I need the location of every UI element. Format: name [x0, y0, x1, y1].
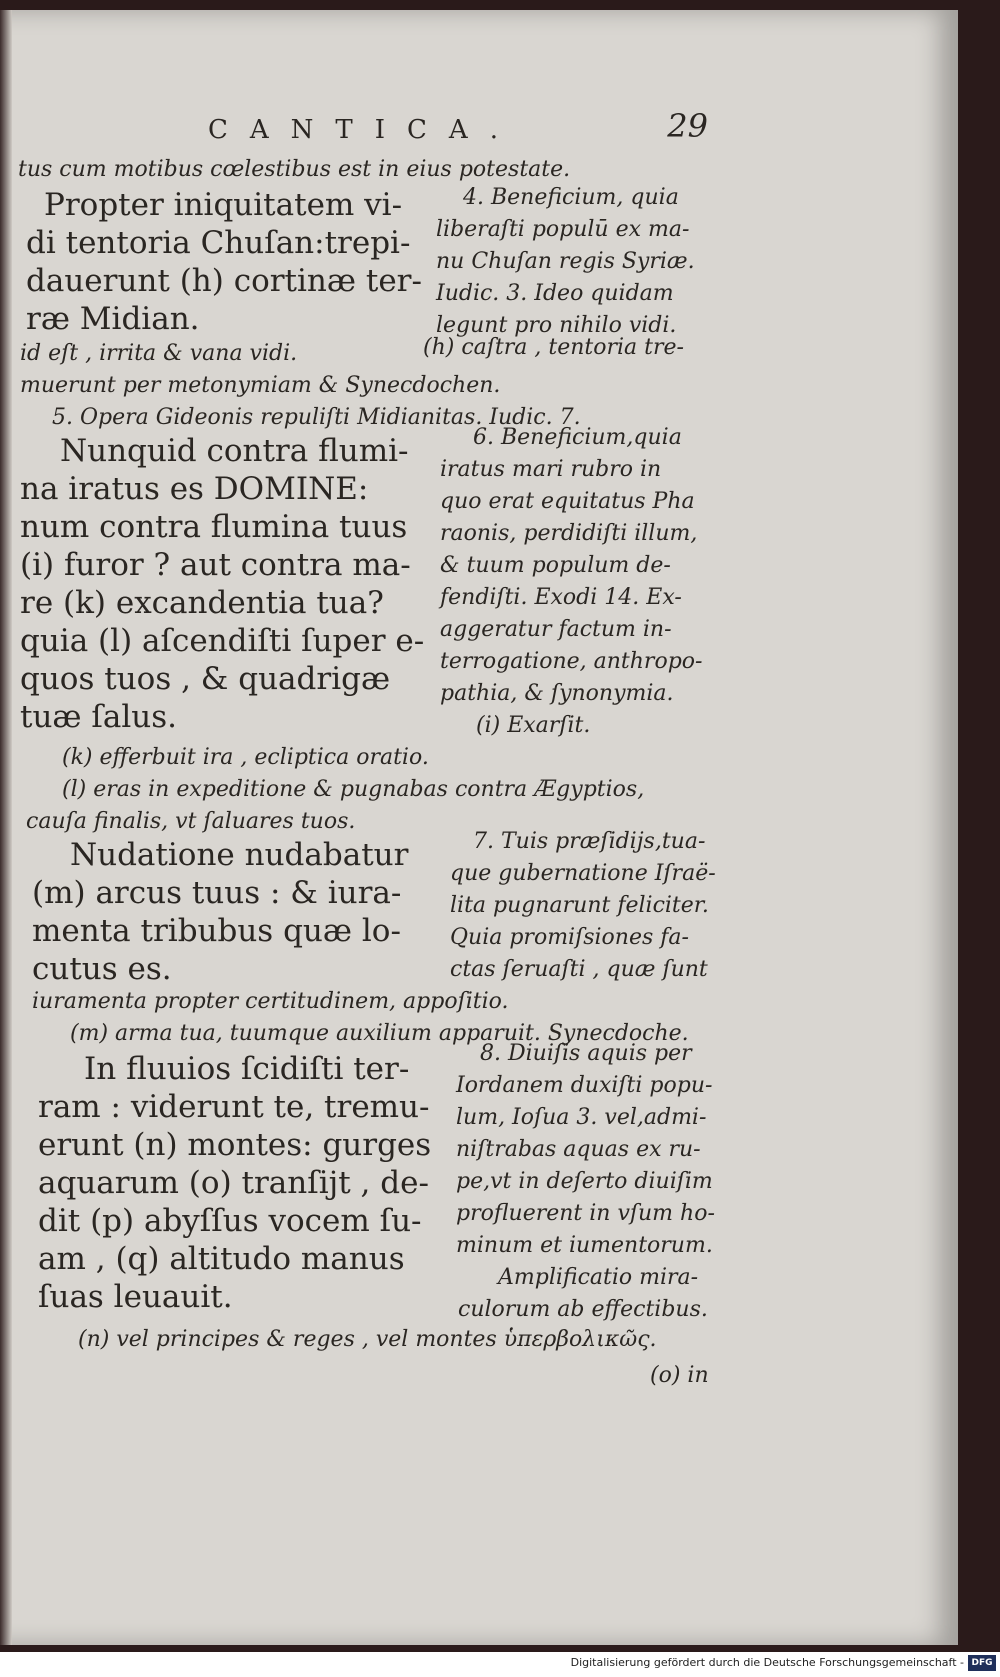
margin-line: que gubernatione Iſraë-	[450, 861, 716, 886]
margin-line: Quia promiſsiones fa-	[450, 925, 689, 950]
dfg-logo: DFG	[968, 1655, 996, 1671]
page-gutter	[0, 10, 12, 1645]
verse-line: cutus es.	[32, 951, 172, 987]
verse-line: dauerunt (h) cortinæ ter-	[26, 263, 422, 299]
margin-line: pe,vt in deſerto diuiſim	[456, 1169, 713, 1194]
margin-line: profluerent in vſum ho-	[456, 1201, 715, 1226]
margin-line: minum et iumentorum.	[456, 1233, 713, 1258]
verse-line: am , (q) altitudo manus	[38, 1241, 405, 1277]
verse-line: na iratus es DOMINE:	[20, 471, 369, 507]
funding-credit: Digitalisierung gefördert durch die Deutsche Forschungsgemeinschaft -	[570, 1656, 964, 1669]
margin-line: terrogatione, anthropo-	[440, 649, 703, 674]
note-line: (h) caſtra , tentoria tre-	[423, 335, 684, 360]
verse-line: Propter iniquitatem vi-	[44, 187, 403, 223]
margin-line: (i) Exarſit.	[476, 713, 591, 738]
running-title: CANTICA.	[208, 115, 520, 145]
verse-line: num contra flumina tuus	[20, 509, 408, 545]
verse-line: Nunquid contra flumi-	[60, 433, 409, 469]
book-page	[0, 10, 958, 1645]
verse-line: di tentoria Chuſan:trepi-	[26, 225, 411, 261]
verse-line: tuæ ſalus.	[20, 699, 178, 735]
margin-line: 8. Diuiſis aquis per	[480, 1041, 692, 1066]
margin-line: aggeratur factum in-	[440, 617, 672, 642]
note-line: (k) efferbuit ira , ecliptica oratio.	[62, 745, 429, 770]
margin-line: Iordanem duxiſti popu-	[456, 1073, 713, 1098]
note-line: (n) vel principes & reges , vel montes ὑπερβολικῶς.	[78, 1327, 657, 1352]
note-line: (l) eras in expeditione & pugnabas contra Ægyptios,	[62, 777, 645, 802]
margin-line: Iudic. 3. Ideo quidam	[436, 281, 674, 306]
verse-line: (m) arcus tuus : & iura-	[32, 875, 402, 911]
verse-line: ram : viderunt te, tremu-	[38, 1089, 430, 1125]
verse-line: re (k) excandentia tua?	[20, 585, 384, 621]
verse-line: (i) furor ? aut contra ma-	[20, 547, 411, 583]
verse-line: dit (p) abyſſus vocem ſu-	[38, 1203, 422, 1239]
margin-line: niſtrabas aquas ex ru-	[456, 1137, 701, 1162]
verse-line: ſuas leuauit.	[38, 1279, 233, 1315]
margin-line: culorum ab effectibus.	[458, 1297, 708, 1322]
verse-line: menta tribubus quæ lo-	[32, 913, 401, 949]
note-line: cauſa finalis, vt ſaluares tuos.	[26, 809, 356, 834]
note-line: (m) arma tua, tuumque auxilium apparuit. Synecdoche.	[70, 1021, 689, 1046]
margin-line: 6. Beneficium,quia	[473, 425, 682, 450]
margin-line: pathia, & ſynonymia.	[440, 681, 674, 706]
verse-line: In fluuios ſcidiſti ter-	[84, 1051, 410, 1087]
verse-line: ræ Midian.	[26, 301, 200, 337]
verse-line: aquarum (o) tranſijt , de-	[38, 1165, 429, 1201]
margin-line: ctas ſeruaſti , quæ ſunt	[450, 957, 708, 982]
top-note: tus cum motibus cœlestibus est in eius potestate.	[18, 157, 571, 182]
verse-line: quos tuos , & quadrigæ	[20, 661, 391, 697]
margin-line: 4. Beneficium, quia	[463, 185, 679, 210]
margin-line: quo erat equitatus Pha	[440, 489, 695, 514]
note-line: iuramenta propter certitudinem, appoſitio.	[32, 989, 509, 1014]
margin-line: raonis, perdidiſti illum,	[440, 521, 698, 546]
margin-line: lum, Ioſua 3. vel,admi-	[456, 1105, 707, 1130]
page-header	[208, 107, 728, 155]
note-line: muerunt per metonymiam & Synecdochen.	[20, 373, 501, 398]
margin-line: lita pugnarunt feliciter.	[450, 893, 709, 918]
margin-line: 7. Tuis præſidijs,tua-	[473, 829, 706, 854]
margin-line: legunt pro nihilo vidi.	[436, 313, 677, 338]
margin-line: fendiſti. Exodi 14. Ex-	[440, 585, 682, 610]
margin-line: iratus mari rubro in	[440, 457, 662, 482]
catchword: (o) in	[650, 1363, 709, 1388]
note-line: 5. Opera Gideonis repuliſti Midianitas. Iudic. 7.	[52, 405, 581, 430]
margin-line: & tuum populum de-	[440, 553, 671, 578]
digitization-footer	[0, 1652, 1000, 1677]
verse-line: erunt (n) montes: gurges	[38, 1127, 432, 1163]
margin-line: nu Chuſan regis Syriæ.	[436, 249, 695, 274]
verse-line: Nudatione nudabatur	[70, 837, 409, 873]
margin-line: Amplificatio mira-	[498, 1265, 699, 1290]
page-number: 29	[667, 107, 708, 145]
note-line: id eſt , irrita & vana vidi.	[20, 341, 298, 366]
verse-line: quia (l) aſcendiſti ſuper e-	[20, 623, 425, 659]
margin-line: liberaſti populū ex ma-	[436, 217, 690, 242]
